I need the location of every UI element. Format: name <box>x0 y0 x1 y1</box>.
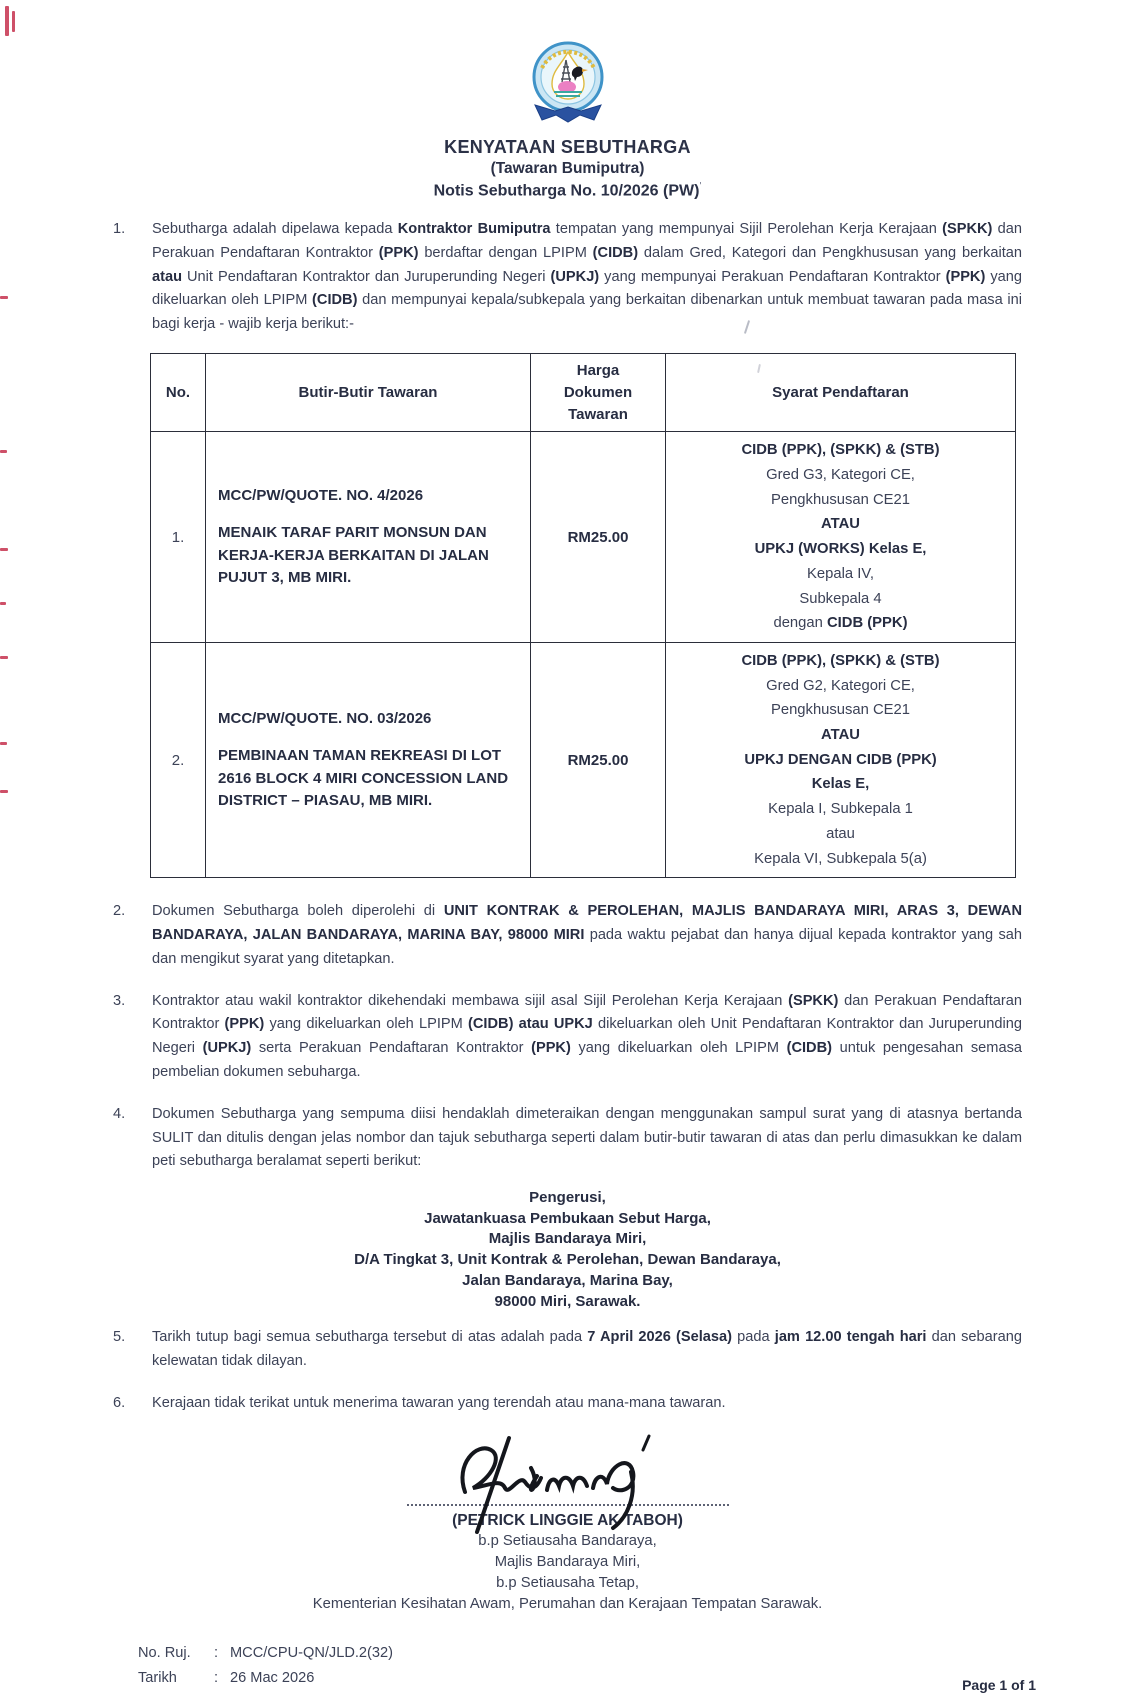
scan-artifact-red-mark <box>0 742 7 745</box>
row-1-butir: MCC/PW/QUOTE. NO. 4/2026 MENAIK TARAF PARIT MONSUN DAN KERJA-KERJA BERKAITAN DI JALAN PUJUT 3, MB MIRI. <box>206 432 531 643</box>
clause-text: Tarikh tutup bagi semua sebutharga tersebut di atas adalah pada 7 April 2026 (Selasa) pada jam 12.00 tengah hari dan sebarang kelewatan tidak dilayan. <box>152 1329 1022 1369</box>
notice-number <box>113 180 1022 202</box>
clause-number: 6. <box>113 1394 126 1411</box>
date-value: 26 Mac 2026 <box>230 1670 315 1687</box>
clause-number: 5. <box>113 1329 126 1346</box>
clause-text: Kerajaan tidak terikat untuk menerima tawaran yang terendah atau mana-mana tawaran. <box>152 1394 726 1411</box>
document-title: KENYATAAN SEBUTHARGA <box>444 137 691 157</box>
clause-5 <box>113 1326 1022 1374</box>
tender-table <box>150 353 1016 878</box>
clause-text: Sebutharga adalah dipelawa kepada Kontraktor Bumiputra tempatan yang mempunyai Sijil Perolehan Kerja Kerajaan (SPKK) dan Perakuan Pendaftaran Kontraktor (PPK) berdaftar dengan LPIPM (CIDB) dalam Gred, Kategori dan Pengkhususan yang berkaitan atau Unit Pendaftaran Kontraktor dan Juruperunding Negeri (UPKJ) yang mempunyai Perakuan Pendaftaran Kontraktor (PPK) yang dikeluarkan oleh LPIPM (CIDB) dan mempunyai kepala/subkepala yang berkaitan dibenarkan untuk membuat tawaran pada masa ini bagi kerja - wajib kerja berikut:- <box>152 221 1022 333</box>
clause-3 <box>113 990 1022 1085</box>
reference-number-row <box>138 1641 1022 1666</box>
scan-artifact-red-mark <box>0 296 8 299</box>
row-2-syarat: CIDB (PPK), (SPKK) & (STB) Gred G2, Kategori CE, Pengkhususan CE21 ATAU UPKJ DENGAN CIDB (PPK) Kelas E, Kepala I, Subkepala 1 atau Kepala VI, Subkepala 5(a) <box>666 642 1016 877</box>
date-separator: : <box>214 1670 219 1687</box>
tender-table-header-row <box>151 354 1016 432</box>
clause-number: 1. <box>113 221 126 238</box>
scan-artifact-red-mark <box>0 656 8 659</box>
miri-city-council-crest-logo <box>522 40 614 128</box>
logo-wrap <box>113 40 1022 133</box>
row-1-syarat: CIDB (PPK), (SPKK) & (STB) Gred G3, Kategori CE, Pengkhususan CE21 ATAU UPKJ (WORKS) Kelas E, Kepala IV, Subkepala 4 dengan CIDB (PPK) <box>666 432 1016 643</box>
scan-artifact-red-mark <box>0 548 8 551</box>
document-titles <box>113 135 1022 202</box>
ref-value: MCC/CPU-QN/JLD.2(32) <box>230 1645 393 1662</box>
clause-text: Dokumen Sebutharga yang sempuma diisi hendaklah dimeteraikan dengan menggunakan sampul surat yang di atasnya bertanda SULIT dan ditulis dengan jelas nombor dan tajuk sebutharga seperti dalam butir-butir tawaran di atas dan perlu dimasukkan ke dalam peti sebutharga beralamat seperti berikut: <box>152 1105 1022 1170</box>
signatory-name: (PETRICK LINGGIE AK TABOH) <box>452 1511 683 1529</box>
date-label: Tarikh <box>138 1670 177 1687</box>
ref-label: No. Ruj. <box>138 1645 191 1662</box>
signatory-titles: b.p Setiausaha Bandaraya, Majlis Bandaraya Miri, b.p Setiausaha Tetap, Kementerian Kesihatan Awam, Perumahan dan Kerajaan Tempatan Sarawak. <box>312 1533 823 1613</box>
tender-row-2 <box>151 642 1016 877</box>
handwritten-signature <box>443 1430 693 1534</box>
row-2-butir: MCC/PW/QUOTE. NO. 03/2026 PEMBINAAN TAMAN REKREASI DI LOT 2616 BLOCK 4 MIRI CONCESSION LAND DISTRICT – PIASAU, MB MIRI. <box>206 642 531 877</box>
ref-separator: : <box>214 1645 219 1662</box>
header-syarat: Syarat Pendaftaran <box>666 354 1016 432</box>
clause-6 <box>113 1392 1022 1416</box>
document-subtitle: (Tawaran Bumiputra) <box>490 160 645 178</box>
signature-block <box>113 1430 1022 1616</box>
scan-artifact-red-mark <box>12 11 15 32</box>
clause-text: Kontraktor atau wakil kontraktor dikehendaki membawa sijil asal Sijil Perolehan Kerja Kerajaan (SPKK) dan Perakuan Pendaftaran Kontraktor (PPK) yang dikeluarkan oleh LPIPM (CIDB) atau UPKJ dikeluarkan oleh Unit Pendaftaran Kontraktor dan Juruperunding Negeri (UPKJ) serta Perakuan Pendaftaran Kontraktor (PPK) yang dikeluarkan oleh LPIPM (CIDB) untuk pengesahan semasa pembelian dokumen sebuharga. <box>152 992 1022 1080</box>
clause-1 <box>113 218 1022 337</box>
clause-2 <box>113 900 1022 971</box>
tender-row-1 <box>151 432 1016 643</box>
clause-number: 2. <box>113 903 126 920</box>
notice-number-text: Notis Sebutharga No. 10/2026 (PW) <box>433 182 700 200</box>
scan-artifact-red-mark <box>0 602 6 605</box>
row-2-harga: RM25.00 <box>531 642 666 877</box>
scan-artifact-red-mark <box>0 450 7 453</box>
header-no: No. <box>151 354 206 432</box>
clause-4 <box>113 1103 1022 1174</box>
footer <box>138 1641 1036 1693</box>
header-harga: Harga Dokumen Tawaran <box>531 354 666 432</box>
row-1-harga: RM25.00 <box>531 432 666 643</box>
row-1-no: 1. <box>151 432 206 643</box>
clause-number: 3. <box>113 992 126 1009</box>
header-butir: Butir-Butir Tawaran <box>206 354 531 432</box>
scan-artifact-mark: ' <box>699 181 702 193</box>
row-2-no: 2. <box>151 642 206 877</box>
page-number: Page 1 of 1 <box>962 1677 1036 1693</box>
clause-number: 4. <box>113 1105 126 1122</box>
date-row <box>138 1666 1022 1691</box>
clause-text: Dokumen Sebutharga boleh diperolehi di UNIT KONTRAK & PEROLEHAN, MAJLIS BANDARAYA MIRI, ARAS 3, DEWAN BANDARAYA, JALAN BANDARAYA, MARINA BAY, 98000 MIRI pada waktu pejabat dan hanya dijual kepada kontraktor yang sah dan mengikut syarat yang ditetapkan. <box>152 903 1022 967</box>
scan-artifact-red-mark <box>5 6 9 36</box>
scan-artifact-red-mark <box>0 790 8 793</box>
submission-address-block: Pengerusi, Jawatankuasa Pembukaan Sebut Harga, Majlis Bandaraya Miri, D/A Tingkat 3, Unit Kontrak & Perolehan, Dewan Bandaraya, Jalan Bandaraya, Marina Bay, 98000 Miri, Sarawak. <box>354 1189 781 1310</box>
